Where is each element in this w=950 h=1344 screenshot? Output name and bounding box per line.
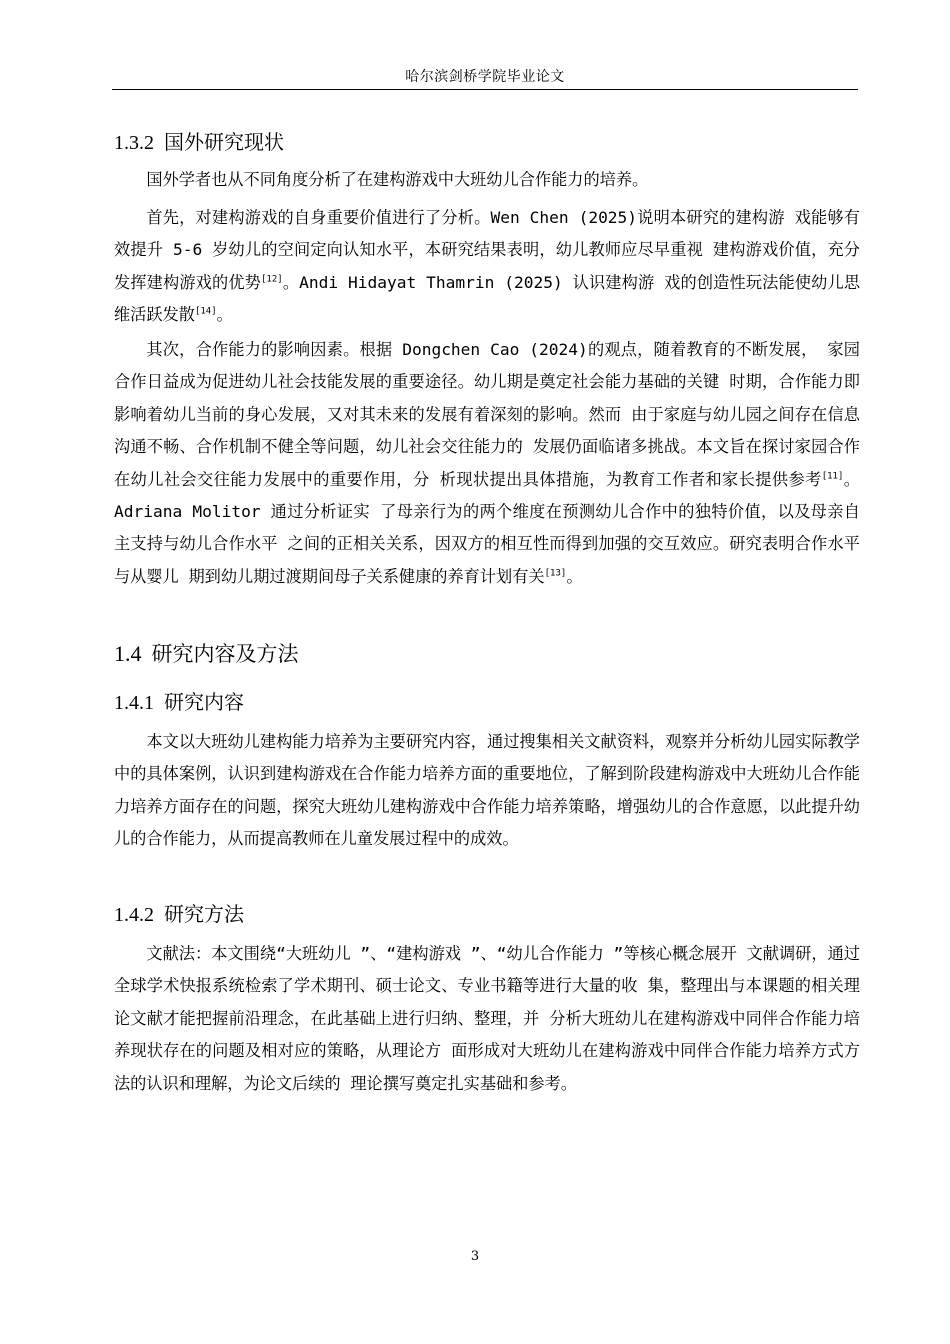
paragraph-text: 。 <box>566 566 583 586</box>
citation-ref: [14] <box>194 306 217 317</box>
heading-1-3-2 <box>114 126 284 155</box>
running-header: 哈尔滨剑桥学院毕业论文 <box>405 69 565 85</box>
heading-text: 研究方法 <box>164 902 244 926</box>
citation-ref: [12] <box>261 274 283 285</box>
paragraph <box>114 334 860 593</box>
citation-ref: [13] <box>544 568 567 579</box>
paragraph <box>114 202 860 332</box>
paragraph-text: 。Adriana Molitor 通过分析证实 了母亲行为的两个维度在预测幼儿合作中的独特价值，以及母亲自主支持与幼儿合作水平 之间的正相关关系，因双方的相互性而得到加强的交互效应。研究表明合作水平与从婴儿 期到幼儿期过渡期间母子关系健康的养育计划有关 <box>114 469 860 586</box>
paragraph: 国外学者也从不同角度分析了在建构游戏中大班幼儿合作能力的培养。 <box>146 170 649 189</box>
heading-number: 1.3.2 <box>114 132 154 154</box>
paragraph-text: 其次，合作能力的影响因素。根据 Dongchen Cao (2024)的观点，随着教育的不断发展， 家园合作日益成为促进幼儿社会技能发展的重要途径。幼儿期是奠定社会能力基础的关键 时期，合作能力即影响着幼儿当前的身心发展，又对其未来的发展有着深刻的影响。然而 由于家庭与幼儿园之间存在信息沟通不畅、合作机制不健全等问题，幼儿社会交往能力的 发展仍面临诸多挑战。本文旨在探讨家园合作在幼儿社会交往能力发展中的重要作用，分 析现状提出具体措施，为教育工作者和家长提供参考 <box>114 340 860 489</box>
paragraph-text: 。Andi Hidayat Thamrin (2025) 认识建构游 戏的创造性玩法能使幼儿思维活跃发散 <box>114 272 861 325</box>
heading-1-4-2 <box>114 898 244 927</box>
paragraph-text: 首先，对建构游戏的自身重要价值进行了分析。Wen Chen (2025)说明本研究的建构游 戏能够有效提升 5-6 岁幼儿的空间定向认知水平，本研究结果表明，幼儿教师应尽早重视 建构游戏价值，充分发挥建构游戏的优势 <box>114 208 860 292</box>
heading-number: 1.4 <box>114 641 142 666</box>
paragraph: 本文以大班幼儿建构能力培养为主要研究内容，通过搜集相关文献资料，观察并分析幼儿园实际教学中的具体案例，认识到建构游戏在合作能力培养方面的重要地位，了解到阶段建构游戏中大班幼儿合作能力培养方面存在的问题，探究大班幼儿建构游戏中合作能力培养策略，增强幼儿的合作意愿，以此提升幼儿的合作能力，从而提高教师在儿童发展过程中的成效。 <box>114 732 860 849</box>
header-divider <box>112 89 858 90</box>
paragraph-text: 。 <box>216 305 233 325</box>
heading-number: 1.4.2 <box>114 904 154 926</box>
heading-1-4 <box>114 638 299 668</box>
page-number: 3 <box>470 1249 480 1264</box>
heading-text: 国外研究现状 <box>164 130 284 154</box>
heading-number: 1.4.1 <box>114 692 154 714</box>
heading-text: 研究内容及方法 <box>151 642 299 666</box>
paragraph: 文献法：本文围绕“大班幼儿 ”、“建构游戏 ”、“幼儿合作能力 ”等核心概念展开 文献调研，通过全球学术快报系统检索了学术期刊、硕士论文、专业书籍等进行大量的收 集，整理出与本课题的相关理论文献才能把握前沿理念，在此基础上进行归纳、整理，并 分析大班幼儿在建构游戏中同伴合作能力培养现状存在的问题及相对应的策略，从理论方 面形成对大班幼儿在建构游戏中同伴合作能力培养方式方法的认识和理解，为论文后续的 理论撰写奠定扎实基础和参考。 <box>114 944 860 1093</box>
heading-text: 研究内容 <box>164 690 244 714</box>
citation-ref: [11] <box>821 471 844 482</box>
heading-1-4-1 <box>114 686 244 715</box>
